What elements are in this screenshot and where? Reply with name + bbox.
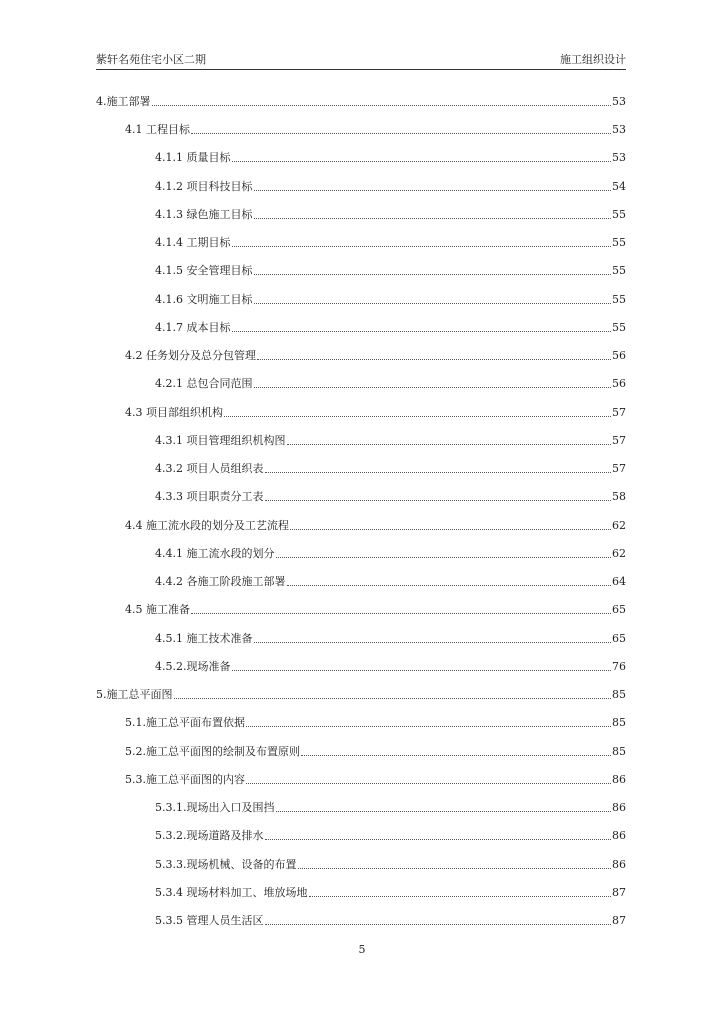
toc-leader — [257, 358, 611, 360]
toc-entry[interactable] — [155, 488, 626, 504]
toc-entry-title: 4.施工部署 — [96, 95, 151, 108]
toc-leader — [232, 160, 612, 162]
toc-entry-title: 5.3.3.现场机械、设备的布置 — [155, 858, 297, 871]
toc-leader — [174, 697, 612, 699]
page-number: 5 — [358, 943, 366, 956]
toc-entry[interactable] — [125, 517, 626, 533]
toc-leader — [191, 612, 611, 614]
toc-entry-title: 4.1.3 绿色施工目标 — [155, 208, 253, 221]
toc-entry[interactable] — [155, 375, 626, 391]
toc-entry-page: 58 — [612, 490, 626, 503]
toc-entry-page: 55 — [612, 208, 626, 221]
toc-entry[interactable] — [125, 601, 626, 617]
toc-entry-title: 4.1.2 项目科技目标 — [155, 180, 253, 193]
toc-entry[interactable] — [96, 686, 626, 702]
toc-leader — [276, 556, 612, 558]
toc-entry-page: 53 — [612, 123, 626, 136]
toc-entry-page: 53 — [612, 151, 626, 164]
toc-entry[interactable] — [125, 771, 626, 787]
toc-entry-title: 4.5.2.现场准备 — [155, 660, 231, 673]
toc-entry-title: 4.1 工程目标 — [125, 123, 190, 136]
toc-entry[interactable] — [155, 545, 626, 561]
toc-entry-page: 64 — [612, 575, 626, 588]
toc-entry-page: 85 — [612, 688, 626, 701]
toc-entry-page: 85 — [612, 745, 626, 758]
toc-leader — [265, 471, 612, 473]
toc-entry-title: 5.1.施工总平面布置依据 — [125, 716, 245, 729]
toc-entry[interactable] — [125, 404, 626, 420]
header-project-name: 紫轩名苑住宅小区二期 — [96, 53, 206, 66]
toc-leader — [287, 584, 612, 586]
toc-entry[interactable] — [155, 827, 626, 843]
toc-leader — [265, 923, 612, 925]
toc-leader — [301, 754, 611, 756]
toc-entry[interactable] — [155, 912, 626, 928]
toc-entry-page: 86 — [612, 858, 626, 871]
toc-entry[interactable] — [155, 460, 626, 476]
toc-entry-page: 65 — [612, 632, 626, 645]
toc-entry-title: 4.3 项目部组织机构 — [125, 406, 223, 419]
toc-entry-title: 5.3.1.现场出入口及围挡 — [155, 801, 275, 814]
toc-entry[interactable] — [155, 432, 626, 448]
toc-entry-page: 87 — [612, 886, 626, 899]
header-document-type: 施工组织设计 — [560, 53, 626, 66]
toc-entry-page: 55 — [612, 321, 626, 334]
toc-entry-title: 4.1.5 安全管理目标 — [155, 264, 253, 277]
toc-entry[interactable] — [155, 319, 626, 335]
toc-entry-title: 4.5.1 施工技术准备 — [155, 632, 253, 645]
toc-leader — [232, 669, 612, 671]
toc-entry-page: 57 — [612, 406, 626, 419]
toc-entry-title: 5.施工总平面图 — [96, 688, 173, 701]
toc-leader — [254, 273, 612, 275]
toc-entry-page: 54 — [612, 180, 626, 193]
toc-entry[interactable] — [155, 573, 626, 589]
toc-leader — [287, 443, 612, 445]
toc-leader — [232, 330, 612, 332]
toc-leader — [265, 838, 612, 840]
toc-entry[interactable] — [155, 658, 626, 674]
toc-entry[interactable] — [155, 630, 626, 646]
toc-entry-page: 87 — [612, 914, 626, 927]
toc-entry-title: 4.1.1 质量目标 — [155, 151, 231, 164]
toc-leader — [290, 528, 611, 530]
toc-entry[interactable] — [155, 291, 626, 307]
toc-leader — [191, 132, 611, 134]
toc-entry[interactable] — [155, 799, 626, 815]
toc-entry-page: 62 — [612, 547, 626, 560]
toc-entry-title: 4.3.1 项目管理组织机构图 — [155, 434, 286, 447]
toc-entry[interactable] — [155, 149, 626, 165]
toc-leader — [265, 499, 612, 501]
toc-leader — [232, 245, 612, 247]
toc-entry-title: 5.2.施工总平面图的绘制及布置原则 — [125, 745, 300, 758]
toc-entry[interactable] — [155, 856, 626, 872]
toc-entry-title: 4.2 任务划分及总分包管理 — [125, 349, 256, 362]
toc-entry-page: 85 — [612, 716, 626, 729]
toc-leader — [254, 641, 612, 643]
toc-entry-title: 4.2.1 总包合同范围 — [155, 377, 253, 390]
toc-entry-page: 56 — [612, 377, 626, 390]
toc-entry-page: 56 — [612, 349, 626, 362]
toc-entry-page: 55 — [612, 236, 626, 249]
toc-entry-title: 4.4.1 施工流水段的划分 — [155, 547, 275, 560]
toc-entry[interactable] — [125, 121, 626, 137]
toc-entry-page: 86 — [612, 829, 626, 842]
toc-entry[interactable] — [155, 178, 626, 194]
toc-entry-page: 55 — [612, 293, 626, 306]
toc-entry-title: 5.3.4 现场材料加工、堆放场地 — [155, 886, 308, 899]
toc-entry[interactable] — [155, 234, 626, 250]
toc-leader — [298, 867, 612, 869]
toc-leader — [254, 217, 612, 219]
toc-entry-title: 4.1.7 成本目标 — [155, 321, 231, 334]
toc-entry-page: 55 — [612, 264, 626, 277]
toc-entry-title: 4.1.4 工期目标 — [155, 236, 231, 249]
toc-entry-title: 5.3.2.现场道路及排水 — [155, 829, 264, 842]
toc-entry-title: 4.1.6 文明施工目标 — [155, 293, 253, 306]
toc-leader — [246, 725, 611, 727]
toc-entry-page: 86 — [612, 773, 626, 786]
toc-entry[interactable] — [155, 884, 626, 900]
toc-entry-page: 62 — [612, 519, 626, 532]
toc-entry-page: 65 — [612, 603, 626, 616]
toc-leader — [152, 104, 612, 106]
toc-entry[interactable] — [96, 93, 626, 109]
toc-leader — [254, 386, 612, 388]
toc-entry-page: 57 — [612, 462, 626, 475]
toc-entry-page: 86 — [612, 801, 626, 814]
toc-entry[interactable] — [125, 714, 626, 730]
toc-entry-title: 4.5 施工准备 — [125, 603, 190, 616]
toc-entry-page: 53 — [612, 95, 626, 108]
toc-entry-title: 4.4.2 各施工阶段施工部署 — [155, 575, 286, 588]
toc-entry-title: 5.3.5 管理人员生活区 — [155, 914, 264, 927]
toc-entry[interactable] — [125, 743, 626, 759]
toc-leader — [246, 782, 611, 784]
toc-leader — [276, 810, 612, 812]
toc-leader — [254, 302, 612, 304]
toc-entry-page: 76 — [612, 660, 626, 673]
toc-entry[interactable] — [155, 206, 626, 222]
toc-leader — [224, 415, 611, 417]
toc-leader — [254, 189, 612, 191]
toc-entry-title: 4.3.3 项目职责分工表 — [155, 490, 264, 503]
toc-entry-page: 57 — [612, 434, 626, 447]
toc-entry[interactable] — [125, 347, 626, 363]
toc-entry-title: 4.4 施工流水段的划分及工艺流程 — [125, 519, 289, 532]
toc-entry-title: 5.3.施工总平面图的内容 — [125, 773, 245, 786]
toc-entry[interactable] — [155, 262, 626, 278]
toc-leader — [309, 895, 612, 897]
toc-entry-title: 4.3.2 项目人员组织表 — [155, 462, 264, 475]
